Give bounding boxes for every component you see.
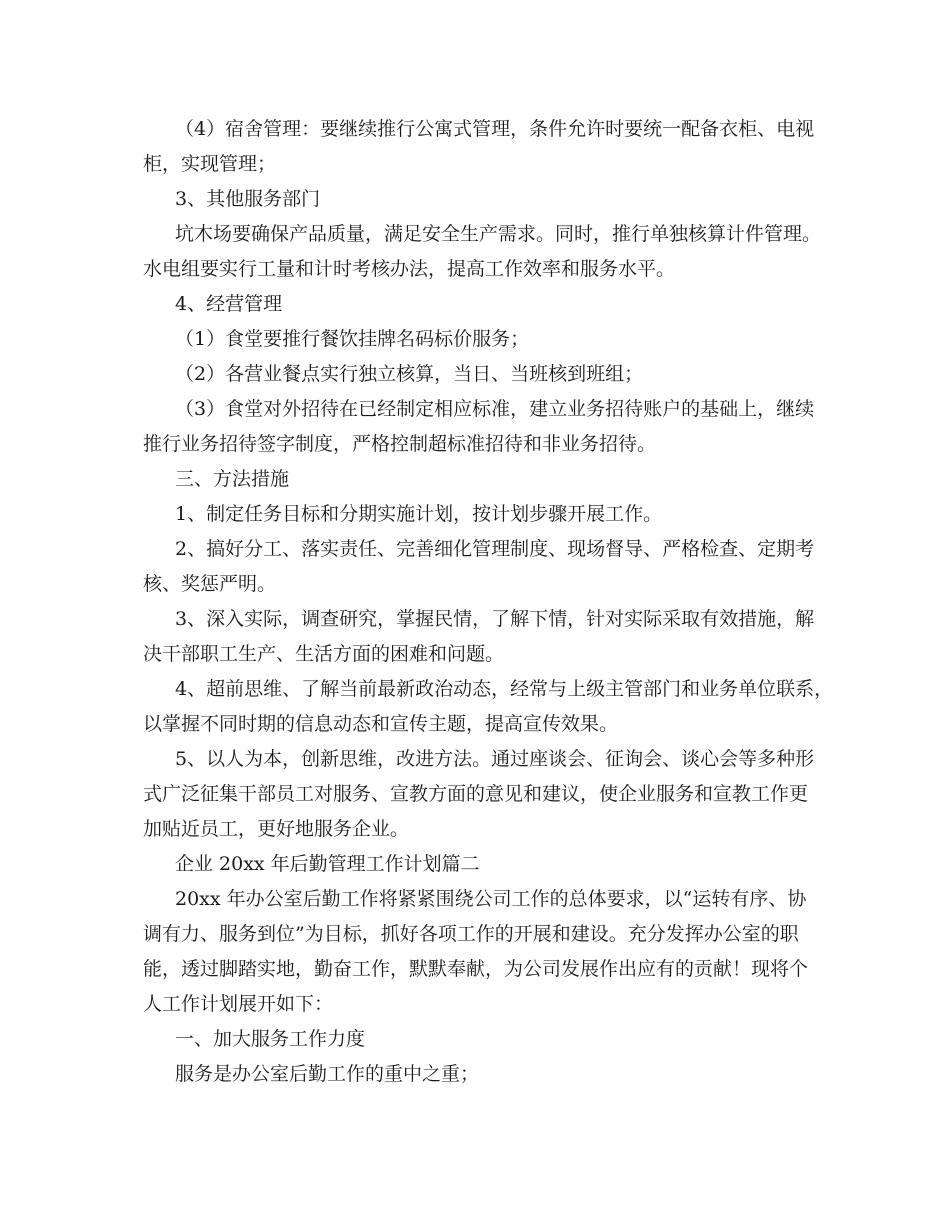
text-line: 能，透过脚踏实地，勤奋工作，默默奉献，为公司发展作出应有的贡献！现将个 — [143, 958, 809, 980]
text-line: （1）食堂要推行餐饮挂牌名码标价服务； — [175, 328, 530, 350]
text-line: 服务是办公室后勤工作的重中之重； — [175, 1063, 480, 1085]
text-line: 2、搞好分工、落实责任、完善细化管理制度、现场督导、严格检查、定期考 — [175, 538, 815, 560]
text-line: 式广泛征集干部员工对服务、宣教方面的意见和建议，使企业服务和宣教工作更 — [143, 783, 809, 805]
text-line: 三、方法措施 — [175, 468, 290, 490]
text-line: 20xx 年办公室后勤工作将紧紧围绕公司工作的总体要求，以“运转有序、协 — [175, 888, 807, 910]
text-line: 1、制定任务目标和分期实施计划，按计划步骤开展工作。 — [175, 503, 663, 525]
paragraph — [143, 182, 815, 217]
paragraph — [143, 217, 822, 287]
text-line: （3）食堂对外招待在已经制定相应标准，建立业务招待账户的基础上，继续 — [175, 398, 815, 420]
paragraph — [143, 287, 815, 322]
text-line: 一、加大服务工作力度 — [175, 1028, 366, 1050]
paragraph — [143, 847, 815, 882]
text-line: 加贴近员工，更好地服务企业。 — [143, 818, 410, 840]
text-line: 企业 20xx 年后勤管理工作计划篇二 — [175, 853, 480, 875]
text-line: 决干部职工生产、生活方面的困难和问题。 — [143, 643, 505, 665]
text-line: （4）宿舍管理：要继续推行公寓式管理，条件允许时要统一配备衣柜、电视 — [175, 118, 815, 140]
text-line: 调有力、服务到位”为目标，抓好各项工作的开展和建设。充分发挥办公室的职 — [143, 923, 799, 945]
paragraph — [143, 462, 815, 497]
text-line: 4、超前思维、了解当前最新政治动态，经常与上级主管部门和业务单位联系， — [175, 678, 834, 700]
paragraph — [143, 532, 815, 602]
text-line: 3、深入实际，调查研究，掌握民情，了解下情，针对实际采取有效措施，解 — [175, 608, 815, 630]
text-line: 核、奖惩严明。 — [143, 573, 277, 595]
paragraph — [143, 882, 815, 1022]
text-line: 以掌握不同时期的信息动态和宣传主题，提高宣传效果。 — [143, 713, 619, 735]
text-line: （2）各营业餐点实行独立核算，当日、当班核到班组； — [175, 363, 644, 385]
paragraph — [143, 602, 815, 672]
text-line: 5、以人为本，创新思维，改进方法。通过座谈会、征询会、谈心会等多种形 — [175, 748, 815, 770]
paragraph — [143, 742, 815, 847]
paragraph — [143, 1022, 815, 1057]
text-line: 水电组要实行工量和计时考核办法，提高工作效率和服务水平。 — [143, 258, 676, 280]
text-line: 坑木场要确保产品质量，满足安全生产需求。同时，推行单独核算计件管理。 — [175, 223, 822, 245]
paragraph — [143, 112, 815, 182]
text-line: 人工作计划展开如下： — [143, 993, 334, 1015]
paragraph — [143, 357, 815, 392]
paragraph — [143, 497, 815, 532]
text-line: 推行业务招待签字制度，严格控制超标准招待和非业务招待。 — [143, 433, 657, 455]
paragraph — [143, 322, 815, 357]
text-line: 4、经营管理 — [175, 293, 283, 315]
text-line: 3、其他服务部门 — [175, 188, 321, 210]
paragraph — [143, 672, 834, 742]
document-body — [143, 112, 834, 1092]
text-line: 柜，实现管理； — [143, 153, 277, 175]
paragraph — [143, 392, 815, 462]
paragraph — [143, 1057, 815, 1092]
